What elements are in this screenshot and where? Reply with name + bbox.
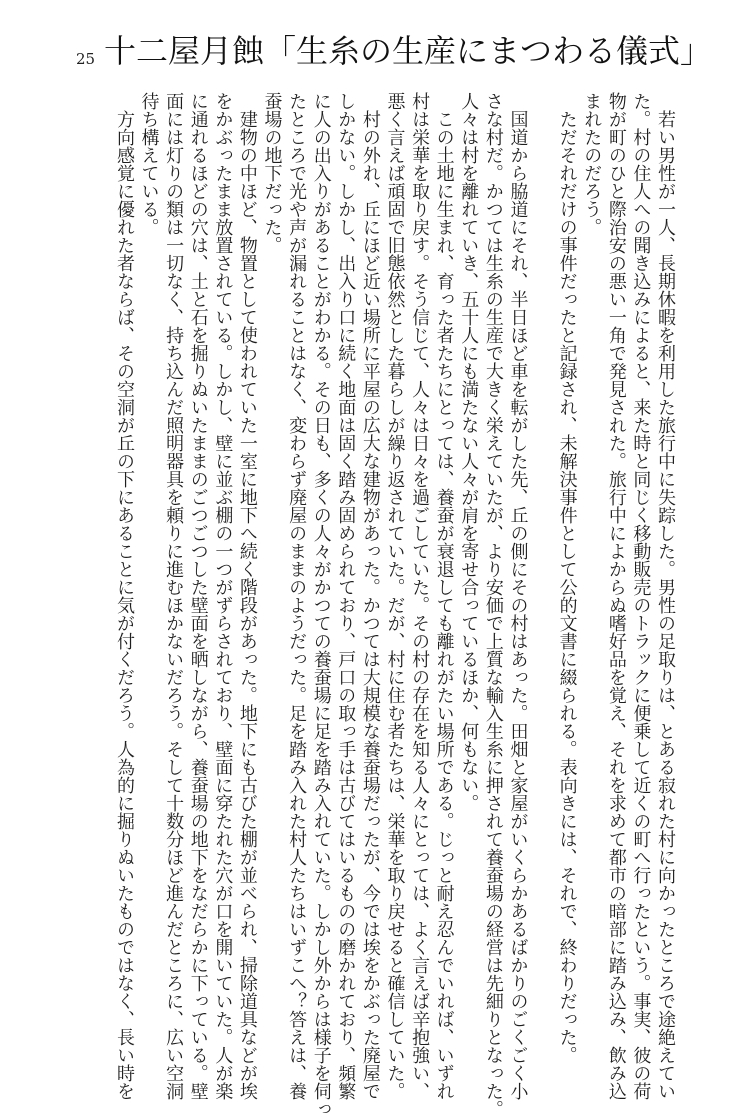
text-column: 悪く言えば頑固で旧態依然とした暮らしが繰り返されていた。だが、村に住む者たちは、栄華を取り戻せると確信していた。 bbox=[384, 92, 406, 1100]
text-column: しかない。しかし、出入り口に続く地面は固く踏み固められており、戸口の取っ手は古びてはいるものの磨かれており、頻繁 bbox=[335, 92, 357, 1100]
blank-line bbox=[529, 92, 554, 932]
text-column: 待ち構えている。 bbox=[138, 92, 160, 236]
text-column: たところで光や声が漏れることはなく、変わらず廃屋のままのようだった。足を踏み入れた村人たちはいずこへ？答えは、養 bbox=[286, 92, 308, 1100]
text-column: に通れるほどの穴は、土と石を掘りぬいたままのごつごつした壁面を晒しながら、養蚕場の地下をなだらかに下っている。壁 bbox=[187, 92, 209, 1100]
text-column: 建物の中ほど、物置として使われていた一室に地下へ続く階段があった。地下にも古びた棚が並べられ、掃除道具などが埃 bbox=[236, 92, 258, 1100]
text-column: に人の出入りがあることがわかる。その日も、多くの人々がかつての養蚕場に足を踏み入れていた。しかし外からは様子を伺っ bbox=[310, 92, 332, 1118]
text-column: 村は栄華を取り戻す。そう信じて、人々は日々を過ごしていた。その村の存在を知る人々にとっては、よく言えば辛抱強い、 bbox=[409, 92, 431, 1100]
text-column: 蚕場の地下だった。 bbox=[261, 92, 283, 254]
text-column: さな村だ。かつては生糸の生産で大きく栄えていたが、より安価で上質な輸入生糸に押されて養蚕場の経営は先細りとなった。 bbox=[482, 92, 504, 1118]
text-column: 方向感覚に優れた者ならば、その空洞が丘の下にあることに気が付くだろう。人為的に掘りぬいたものではなく、長い時を bbox=[113, 92, 135, 1100]
text-column: た。村の住人への聞き込みによると、来た時と同じく移動販売のトラックに便乗して近くの町へ行ったという。事実、彼の荷 bbox=[630, 92, 652, 1100]
text-column: 村の外れ、丘にほど近い場所に平屋の広大な建物があった。かつては大規模な養蚕場だったが、今では埃をかぶった廃屋で bbox=[359, 92, 381, 1100]
page-number: 25 bbox=[76, 50, 96, 68]
text-column: この土地に生まれ、育った者たちにとっては、養蚕が衰退しても離れがたい場所である。じっと耐え忍んでいれば、いずれ bbox=[433, 92, 455, 1100]
vertical-body-text bbox=[111, 92, 677, 1118]
text-column: をかぶったまま放置されている。しかし、壁に並ぶ棚の一つがずらされており、壁面に穿たれた穴が口を開いていた。人が楽 bbox=[212, 92, 234, 1100]
text-column: ただそれだけの事件だったと記録され、未解決事件として公的文書に綴られる。表向きには、それで、終わりだった。 bbox=[556, 92, 578, 1064]
text-column: 物が町のひと際治安の悪い一角で発見された。旅行中によからぬ嗜好品を覚え、それを求めて都市の暗部に踏み込み、飲み込 bbox=[605, 92, 627, 1100]
text-column: 若い男性が一人、長期休暇を利用した旅行中に失踪した。男性の足取りは、とある寂れた村に向かったところで途絶えてい bbox=[655, 92, 676, 1100]
text-column: まれたのだろう。 bbox=[581, 92, 603, 236]
text-column: 人々は村を離れていき、五十人にも満たない人々が肩を寄せ合っているほか、何もない。 bbox=[458, 92, 480, 812]
text-column: 面には灯りの類は一切なく、持ち込んだ照明器具を頼りに進むほかないだろう。そして十数分ほど進んだところに、広い空洞 bbox=[163, 92, 185, 1100]
text-column: 国道から脇道にそれ、半日ほど車を転がした先、丘の側にその村はあった。田畑と家屋がいくらかあるばかりのごくごく小 bbox=[507, 92, 529, 1100]
page-title: 十二屋月蝕「生糸の生産にまつわる儀式」 bbox=[104, 32, 713, 70]
